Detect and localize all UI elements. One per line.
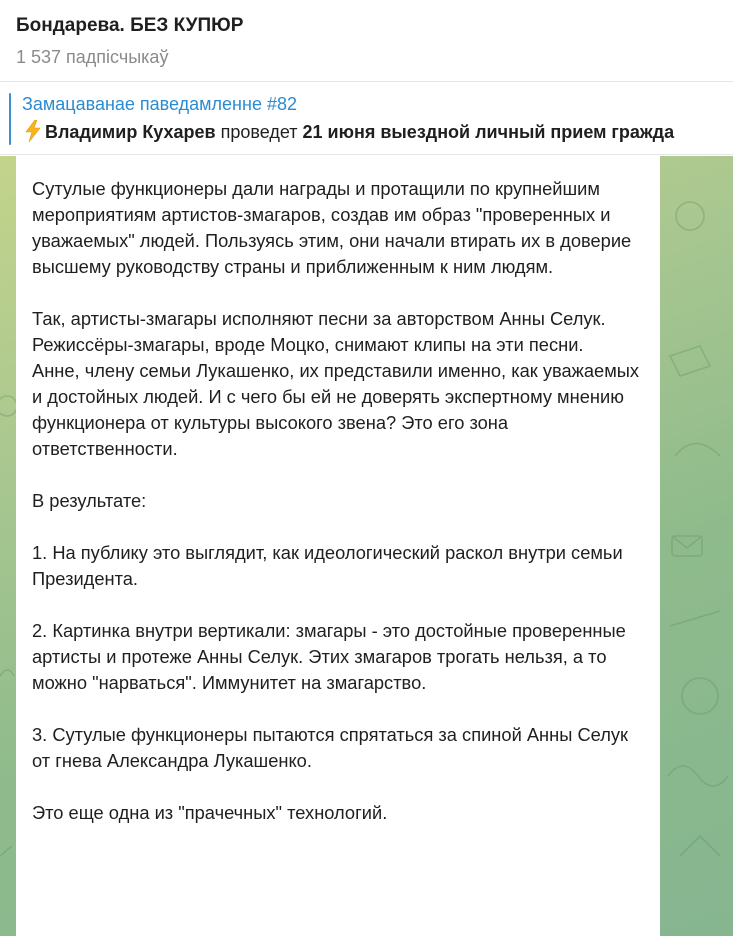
message-paragraph: Это еще одна из "прачечных" технологий. [32,802,388,823]
channel-title: Бондарева. БЕЗ КУПЮР [16,15,244,36]
message-text [32,176,648,826]
message-paragraph: 2. Картинка внутри вертикали: змагары - это достойные проверенные артисты и протеже Анны Селук. Этих змагаров трогать нельзя, а то можно "нарваться". Иммунитет на змагарство. [32,620,626,693]
pinned-name: Владимир Кухарев [45,122,216,142]
pinned-accent-bar [9,93,11,145]
pinned-message-bar[interactable] [0,83,733,155]
message-paragraph: 1. На публику это выглядит, как идеологический раскол внутри семьи Президента. [32,542,623,589]
message-paragraph: Сутулые функционеры дали награды и протащили по крупнейшим мероприятиям артистов-змагаров, создав им образ "проверенных и уважаемых" людей. Пользуясь этим, они начали втирать их в доверие высшему руководству страны и приближенным к ним людям. [32,178,632,277]
pinned-message-preview [24,120,674,143]
channel-header[interactable] [0,0,733,82]
message-paragraph: В результате: [32,490,147,511]
message-paragraph: Так, артисты-змагары исполняют песни за авторством Анны Селук. Режиссёры-змагары, вроде Моцко, снимают клипы на эти песни. [32,308,606,355]
pinned-message-label: Замацаванае паведамленне #82 [22,94,297,114]
pinned-date-text: 21 июня выездной личный прием гражда [302,122,675,142]
message-bubble [16,156,660,936]
message-paragraph: 3. Сутулые функционеры пытаются спрятаться за спиной Анны Селук от гнева Александра Лукашенко. [32,724,629,771]
pinned-middle-text: проведет [215,122,303,142]
subscriber-count: 1 537 падпісчыкаў [16,47,169,67]
lightning-bolt-icon [24,120,42,142]
message-paragraph: Анне, члену семьи Лукашенко, их представили именно, как уважаемых и достойных людей. И с чего бы ей не доверять экспертному мнению функционера от культуры высокого звена? Это его зона ответственности. [32,360,640,459]
